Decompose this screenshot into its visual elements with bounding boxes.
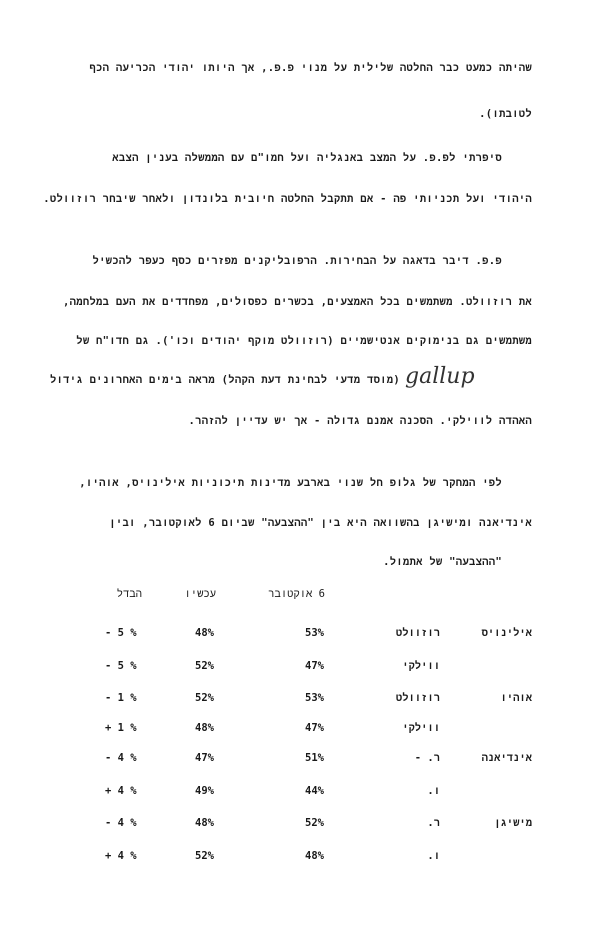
now-value: 52%	[195, 850, 214, 862]
october-value: 44%	[305, 785, 324, 797]
handwritten-annotation: gallup	[405, 364, 475, 389]
october-value: 53%	[305, 627, 324, 639]
state-cell: אילינויס	[481, 627, 532, 639]
now-value: 52%	[195, 660, 214, 672]
text-line: אינדיאנה ומישיגן בהשוואה היא בין "ההצבעה" שביום 6 לאוקטובר, ובין	[109, 517, 532, 529]
diff-value: + 4 %	[105, 785, 137, 797]
state-cell: אינדיאנה	[481, 752, 532, 764]
candidate-cell: ו.	[427, 850, 440, 862]
diff-value: - 4 %	[105, 817, 137, 829]
october-value: 47%	[305, 660, 324, 672]
candidate-cell: רוזוולט	[395, 627, 440, 639]
text-line: פ.פ. דיבר בדאגה על הבחירות. הרפובליקנים מפזרים כסף כעפר להכשיל	[92, 255, 502, 267]
diff-value: - 5 %	[105, 660, 137, 672]
diff-value: - 1 %	[105, 692, 137, 704]
state-cell: אוהיו	[500, 692, 532, 704]
diff-value: + 4 %	[105, 850, 137, 862]
text-line: שהיתה כמעט כבר החלטה שלילית על מנוי פ.פ., אך היותו יהודי הכריעה הכף	[89, 62, 532, 74]
text-line: לטובתו).	[479, 108, 532, 120]
october-value: 52%	[305, 817, 324, 829]
text-line: משתמשים גם בנימוקים אנטישמיים (רוזוולט מוקף יהודים וכו'). גם חדו"ח של	[76, 335, 532, 347]
diff-value: - 5 %	[105, 627, 137, 639]
now-value: 48%	[195, 722, 214, 734]
candidate-cell: רוזוולט	[395, 692, 440, 704]
text-line: את רוזוולט. משתמשים בכל האמצעים, בכשרים כפסולים, מפחדדים את העם במלחמה,	[63, 296, 532, 308]
candidate-cell: ו.	[427, 785, 440, 797]
state-cell: מישיגן	[494, 817, 532, 829]
now-value: 48%	[195, 817, 214, 829]
october-value: 53%	[305, 692, 324, 704]
text-line: "ההצבעה" של אתמול.	[383, 556, 502, 568]
diff-value: - 4 %	[105, 752, 137, 764]
now-value: 52%	[195, 692, 214, 704]
now-value: 49%	[195, 785, 214, 797]
text-line: (מוסד מדעי לבחינת דעת הקהל) מראה בימים האחרונים גידול	[49, 374, 400, 386]
header-october: 6 אוקטובר	[268, 588, 325, 600]
header-now: עכשיו	[184, 588, 216, 600]
now-value: 47%	[195, 752, 214, 764]
text-line: לפי המחקר של גלופ חל שנוי בארבע מדינות תיכוניות אילינויס, אוהיו,	[79, 477, 502, 489]
candidate-cell: ווילקי	[402, 660, 440, 672]
candidate-cell: ר.	[427, 817, 440, 829]
october-value: 51%	[305, 752, 324, 764]
october-value: 48%	[305, 850, 324, 862]
text-line: סיפרתי לפ.פ. על המצב באנגליה ועל חמו"ם עם הממשלה בענין הצבא	[112, 152, 502, 164]
header-diff: הבדל	[116, 588, 142, 600]
october-value: 47%	[305, 722, 324, 734]
text-line: היהודי ועל תכניותי פה - אם תתקבל החלטה חיובית בלונדון ולאחר שיבחר רוזוולט.	[43, 193, 532, 205]
candidate-cell: ווילקי	[402, 722, 440, 734]
diff-value: + 1 %	[105, 722, 137, 734]
text-line: האהדה לווילקי. הסכנה אמנם גדולה - אך יש עדיין להזהר.	[188, 415, 532, 427]
now-value: 48%	[195, 627, 214, 639]
candidate-cell: ר. -	[414, 752, 440, 764]
